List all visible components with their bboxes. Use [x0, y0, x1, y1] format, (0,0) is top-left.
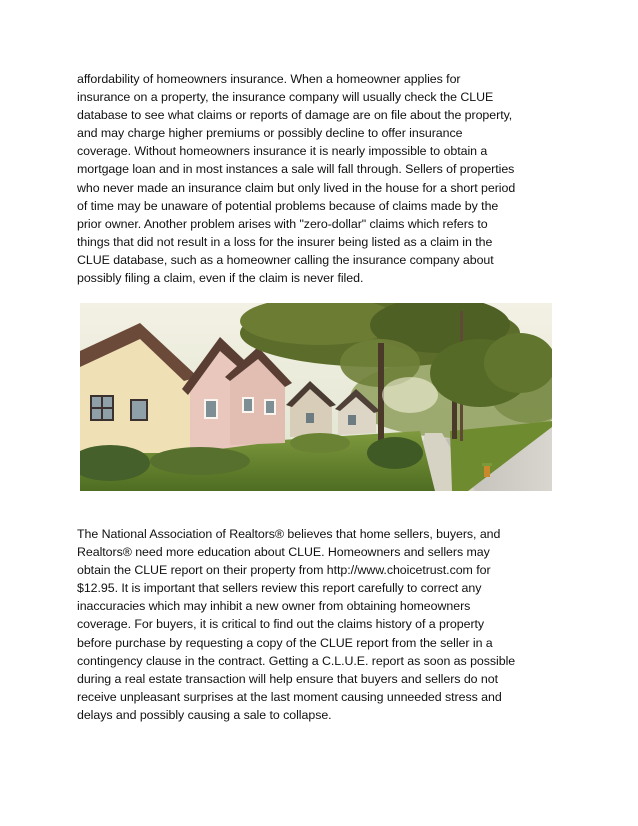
suburban-houses-photo [80, 303, 552, 491]
houses-street-illustration [80, 303, 552, 491]
text-line: obtain the CLUE report on their property from http://www.choicetrust.com for [77, 563, 491, 578]
text-line: CLUE database, such as a homeowner calling the insurance company about [77, 252, 494, 267]
text-line: coverage. For buyers, it is critical to find out the claims history of a property [77, 617, 485, 632]
text-line: before purchase by requesting a copy of the CLUE report from the seller in a [77, 635, 493, 650]
text-line: $12.95. It is important that sellers review this report carefully to correct any [77, 581, 482, 596]
text-line: The National Association of Realtors® believes that home sellers, buyers, and [77, 527, 501, 541]
text-line: and may charge higher premiums or possibly decline to offer insurance [77, 126, 463, 141]
text-line: prior owner. Another problem arises with "zero-dollar" claims which refers to [77, 216, 488, 231]
text-line: possibly filing a claim, even if the claim is never filed. [77, 271, 364, 286]
text-line: contingency clause in the contract. Getting a C.L.U.E. report as soon as possible [77, 653, 516, 668]
text-line: of time may be unaware of potential problems because of claims made by the [77, 198, 499, 213]
text-line: things that did not result in a loss for the insurer being listed as a claim in the [77, 234, 493, 249]
text-line: coverage. Without homeowners insurance it is nearly impossible to obtain a [77, 144, 488, 159]
text-line: who never made an insurance claim but only lived in the house for a short period [77, 180, 516, 195]
paragraph-clue-affordability [77, 70, 569, 287]
text-line: inaccuracies which may inhibit a new owner from obtaining homeowners [77, 599, 471, 614]
text-line: affordability of homeowners insurance. When a homeowner applies for [77, 72, 461, 86]
text-line: delays and possibly causing a sale to collapse. [77, 707, 332, 722]
text-line: Realtors® need more education about CLUE. Homeowners and sellers may [77, 545, 490, 560]
text-line: database to see what claims or reports of damage are on file about the property, [77, 108, 513, 123]
text-line: insurance on a property, the insurance company will usually check the CLUE [77, 90, 494, 105]
text-line: during a real estate transaction will help ensure that buyers and sellers do not [77, 671, 498, 686]
text-line: mortgage loan and in most instances a sale will fall through. Sellers of properties [77, 162, 515, 177]
text-line: receive unpleasant surprises at the last moment causing unneeded stress and [77, 689, 502, 704]
paragraph-realtors-education [77, 525, 569, 724]
